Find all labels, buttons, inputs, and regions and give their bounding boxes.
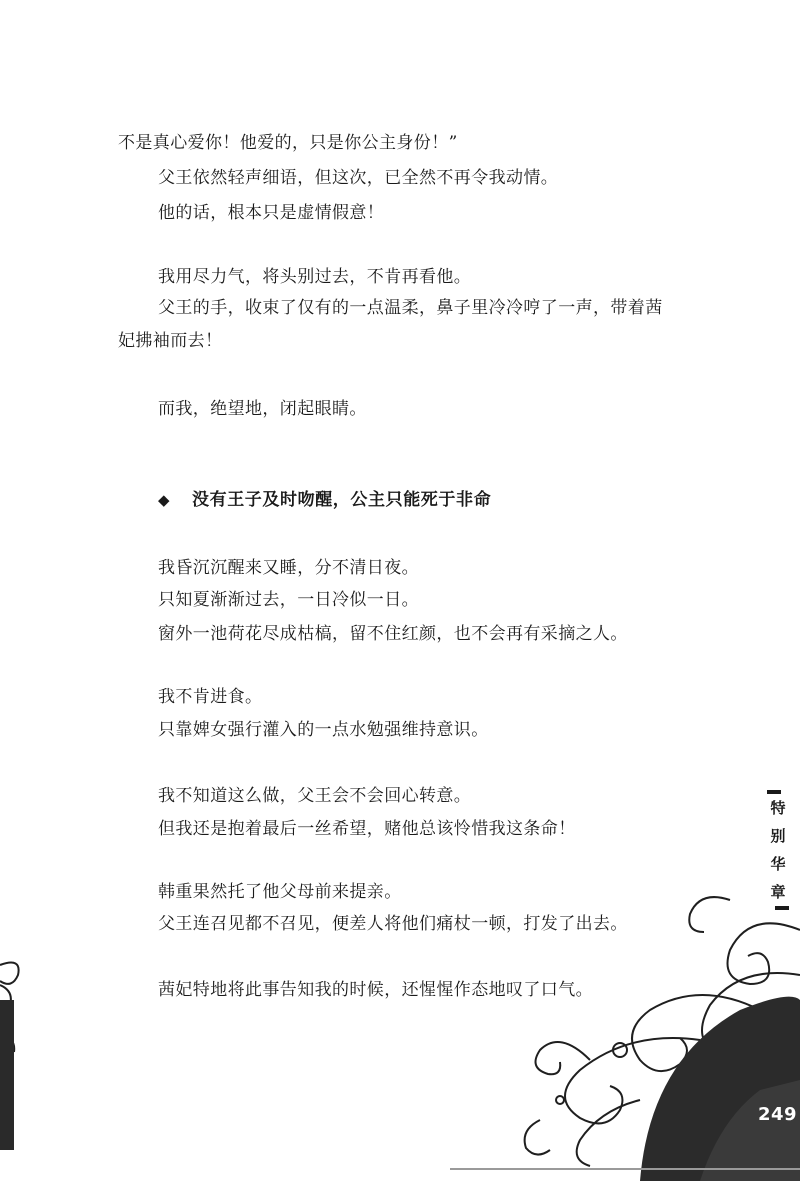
diamond-bullet-icon: ◆ xyxy=(158,491,170,509)
section-line: 但我还是抱着最后一丝希望，赌他总该怜惜我这条命！ xyxy=(158,819,576,839)
body-line: 而我，绝望地，闭起眼睛。 xyxy=(158,399,367,419)
section-line: 只靠婢女强行灌入的一点水勉强维持意识。 xyxy=(158,720,489,740)
body-line: 他的话，根本只是虚情假意！ xyxy=(158,203,385,223)
chapter-side-tab xyxy=(764,790,792,910)
body-line: 我用尽力气，将头别过去，不肯再看他。 xyxy=(158,267,472,287)
section-line: 只知夏渐渐过去，一日冷似一日。 xyxy=(158,590,419,610)
side-tab-char: 章 xyxy=(770,883,786,901)
section-line: 茜妃特地将此事告知我的时候，还惺惺作态地叹了口气。 xyxy=(158,980,593,1000)
bracket-bottom-mark xyxy=(775,906,789,910)
bottom-rule xyxy=(450,1168,800,1170)
side-tab-char: 别 xyxy=(770,827,786,845)
section-line: 我不知道这么做，父王会不会回心转意。 xyxy=(158,786,472,806)
side-tab-char: 特 xyxy=(770,799,786,817)
body-line: 不是真心爱你！他爱的，只是你公主身份！” xyxy=(118,133,458,153)
side-tab-char: 华 xyxy=(770,855,786,873)
body-line: 父王的手，收束了仅有的一点温柔，鼻子里冷冷哼了一声，带着茜 xyxy=(158,298,663,318)
section-line: 我不肯进食。 xyxy=(158,687,263,707)
section-line: 窗外一池荷花尽成枯槁，留不住红颜，也不会再有采摘之人。 xyxy=(158,624,628,644)
body-line: 妃拂袖而去！ xyxy=(118,331,223,351)
section-line: 我昏沉沉醒来又睡，分不清日夜。 xyxy=(158,558,419,578)
page-number: 249 xyxy=(758,1104,798,1125)
body-line: 父王依然轻声细语，但这次，已全然不再令我动情。 xyxy=(158,168,559,188)
section-heading: 没有王子及时吻醒，公主只能死于非命 xyxy=(192,490,492,510)
section-line: 韩重果然托了他父母前来提亲。 xyxy=(158,882,402,902)
section-line: 父王连召见都不召见，便差人将他们痛杖一顿，打发了出去。 xyxy=(158,914,628,934)
